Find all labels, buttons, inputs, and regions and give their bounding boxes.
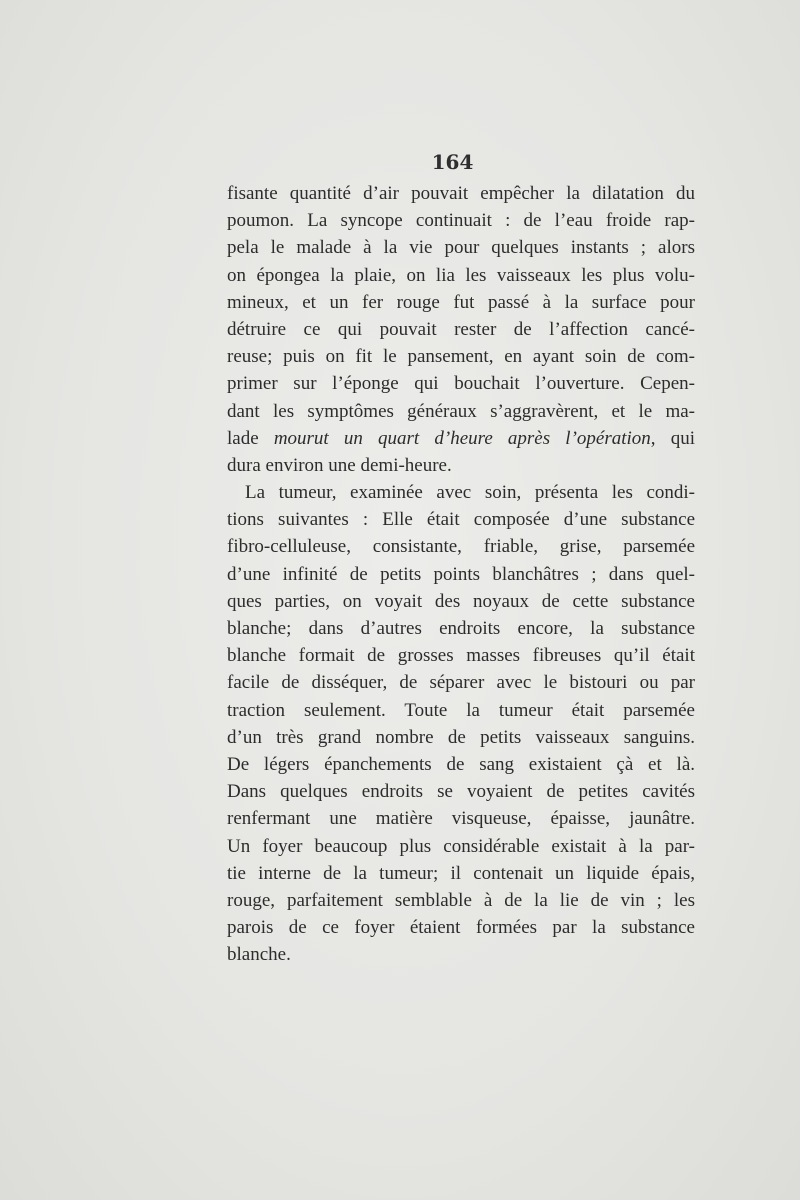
text-line: fibro-celluleuse, consistante, friable, grise, parsemée — [227, 536, 695, 558]
text-line: Dans quelques endroits se voyaient de petites cavités — [227, 781, 695, 803]
text-line: blanche. — [227, 944, 291, 966]
text-line: La tumeur, examinée avec soin, présenta les condi- — [245, 482, 695, 504]
text-line-with-italic — [227, 425, 695, 452]
text-line: dant les symptômes généraux s’aggravèrent, et le ma- — [227, 400, 695, 422]
text-fragment: lade — [227, 427, 274, 449]
text-line: De légers épanchements de sang existaient çà et là. — [227, 753, 695, 775]
text-line: fisante quantité d’air pouvait empêcher la dilatation du — [227, 183, 695, 204]
text-line: blanche; dans d’autres endroits encore, la substance — [227, 618, 695, 639]
text-line: renfermant une matière visqueuse, épaisse, jaunâtre. — [227, 808, 695, 830]
text-fragment: , qui — [650, 427, 695, 449]
text-line: reuse; puis on fit le pansement, en ayant soin de com- — [227, 346, 695, 368]
text-line: ques parties, on voyait des noyaux de cette substance — [227, 590, 695, 612]
body-text — [227, 180, 695, 968]
text-line: pela le malade à la vie pour quelques instants ; alors — [227, 237, 695, 259]
text-line: détruire ce qui pouvait rester de l’affection cancé- — [227, 318, 695, 340]
text-line: parois de ce foyer étaient formées par la substance — [227, 917, 695, 939]
paragraph-2 — [227, 479, 695, 968]
text-line: primer sur l’éponge qui bouchait l’ouverture. Cepen- — [227, 373, 695, 395]
italic-phrase: mourut un quart d’heure après l’opération — [273, 427, 651, 449]
text-line: traction seulement. Toute la tumeur était parsemée — [227, 699, 695, 721]
text-line: poumon. La syncope continuait : de l’eau froide rap- — [227, 210, 695, 232]
text-line: facile de disséquer, de séparer avec le bistouri ou par — [227, 672, 695, 694]
text-line: d’une infinité de petits points blanchâtres ; dans quel- — [227, 563, 695, 585]
text-line: rouge, parfaitement semblable à de la lie de vin ; les — [227, 889, 695, 911]
text-line: tie interne de la tumeur; il contenait un liquide épais, — [227, 862, 695, 884]
page-number: 164 — [431, 150, 474, 174]
text-line: Un foyer beaucoup plus considérable existait à la par- — [227, 835, 695, 857]
paragraph-1 — [227, 180, 695, 479]
text-line: blanche formait de grosses masses fibreuses qu’il était — [227, 645, 695, 667]
text-line: d’un très grand nombre de petits vaisseaux sanguins. — [227, 726, 695, 748]
text-line: mineux, et un fer rouge fut passé à la surface pour — [227, 291, 695, 313]
text-line: on épongea la plaie, on lia les vaisseaux les plus volu- — [227, 264, 695, 286]
text-line: tions suivantes : Elle était composée d’une substance — [227, 509, 695, 531]
text-line: dura environ une demi-heure. — [227, 454, 452, 476]
